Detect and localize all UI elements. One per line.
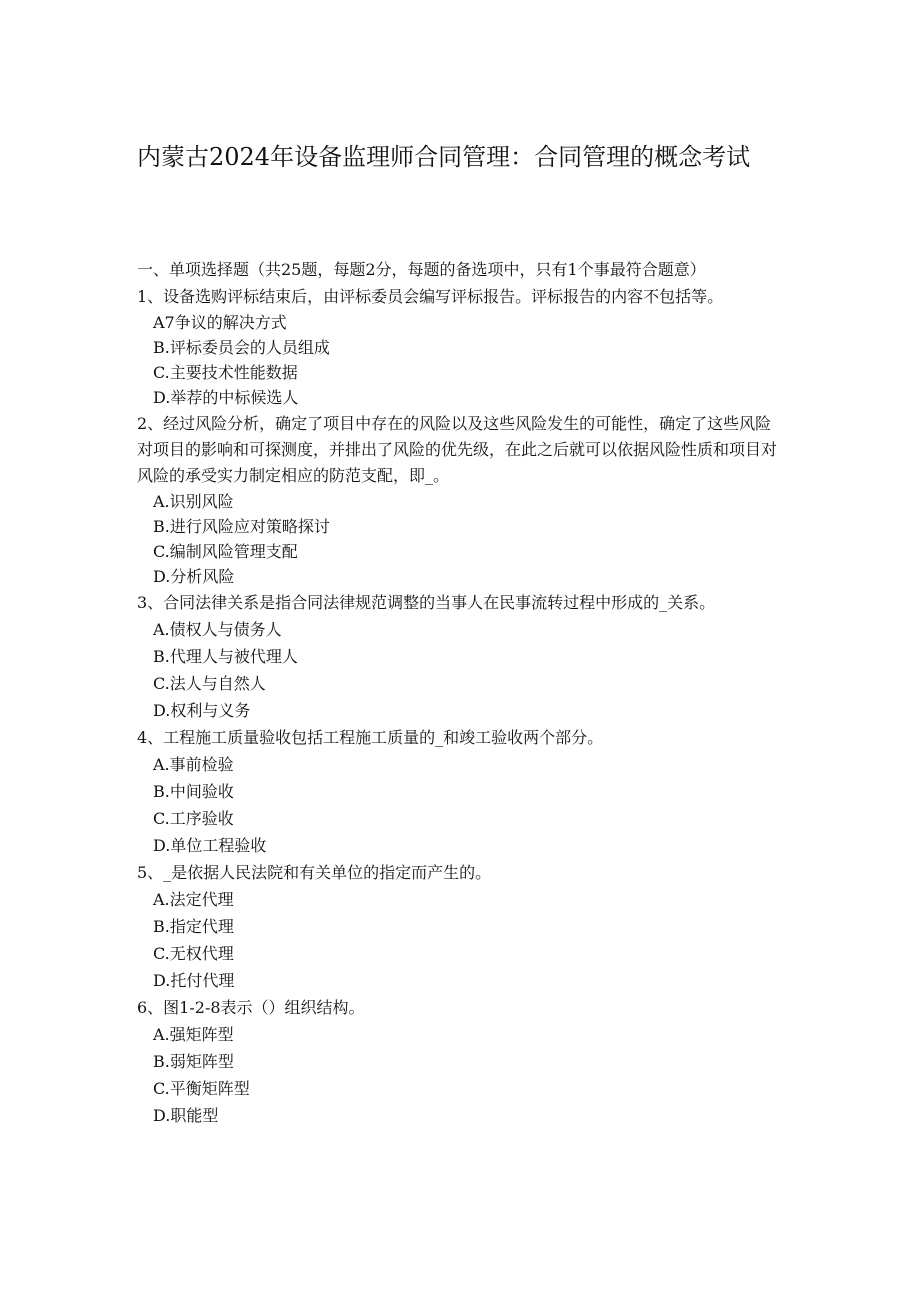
section-header: 一、单项选择题（共25题，每题2分，每题的备选项中，只有1个事最符合题意） xyxy=(137,260,706,279)
option-d: D.单位工程验收 xyxy=(153,836,267,855)
document-title: 内蒙古2024年设备监理师合同管理：合同管理的概念考试 xyxy=(137,143,751,171)
option-a: A.强矩阵型 xyxy=(153,1025,234,1044)
option-d: D.托付代理 xyxy=(153,971,235,990)
question-block xyxy=(137,860,787,994)
option-c: C.工序验收 xyxy=(153,809,234,828)
question-block xyxy=(137,411,787,589)
option-d: D.职能型 xyxy=(153,1106,219,1125)
question-block xyxy=(137,590,787,724)
option-a: A.法定代理 xyxy=(153,890,234,909)
question-stem: 4、工程施工质量验收包括工程施工质量的_和竣工验收两个部分。 xyxy=(137,728,604,747)
option-c: C.编制风险管理支配 xyxy=(153,542,298,561)
option-b: B.弱矩阵型 xyxy=(153,1052,234,1071)
option-c: C.法人与自然人 xyxy=(153,674,266,693)
question-block xyxy=(137,725,787,859)
question-stem: 1、设备选购评标结束后，由评标委员会编写评标报告。评标报告的内容不包括等。 xyxy=(137,287,724,306)
question-stem: 2、经过风险分析，确定了项目中存在的风险以及这些风险发生的可能性，确定了这些风险对项目的影响和可探测度，并排出了风险的优先级，在此之后就可以依据风险性质和项目对风险的承受实力制定相应的防范支配，即_。 xyxy=(137,414,778,485)
option-d: D.权利与义务 xyxy=(153,701,251,720)
option-a: A.识别风险 xyxy=(153,492,234,511)
question-stem: 6、图1-2-8表示（）组织结构。 xyxy=(137,998,365,1017)
option-a: A7争议的解决方式 xyxy=(153,313,287,332)
option-c: C.平衡矩阵型 xyxy=(153,1079,250,1098)
question-stem: 3、合同法律关系是指合同法律规范调整的当事人在民事流转过程中形成的_关系。 xyxy=(137,593,716,612)
option-a: A.事前检验 xyxy=(153,755,234,774)
question-block xyxy=(137,284,787,410)
question-block xyxy=(137,995,787,1129)
option-b: B.进行风险应对策略探讨 xyxy=(153,517,330,536)
option-c: C.无权代理 xyxy=(153,944,234,963)
option-b: B.代理人与被代理人 xyxy=(153,647,298,666)
option-b: B.指定代理 xyxy=(153,917,234,936)
option-a: A.债权人与债务人 xyxy=(153,620,282,639)
option-b: B.中间验收 xyxy=(153,782,234,801)
option-b: B.评标委员会的人员组成 xyxy=(153,338,330,357)
question-stem: 5、_是依据人民法院和有关单位的指定而产生的。 xyxy=(137,863,492,882)
option-d: D.举荐的中标候选人 xyxy=(153,388,299,407)
option-d: D.分析风险 xyxy=(153,567,235,586)
document-body xyxy=(137,257,787,1129)
option-c: C.主要技术性能数据 xyxy=(153,363,298,382)
